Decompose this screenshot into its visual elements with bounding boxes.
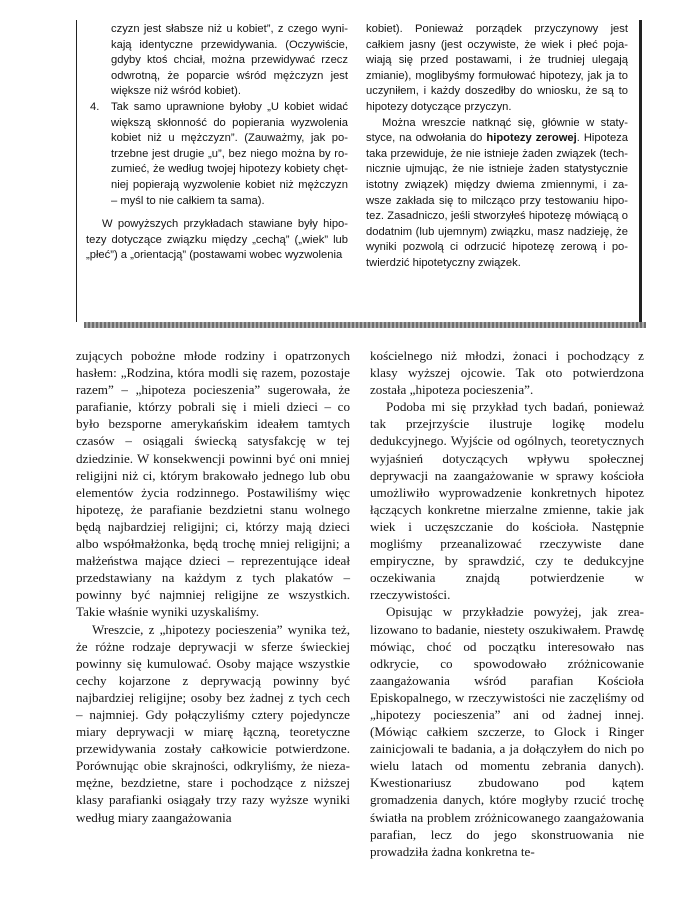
body-left-column	[76, 347, 350, 826]
list-item-4-number: 4.	[90, 100, 100, 113]
body-left-paragraph-2: Wreszcie, z „hipotezy pocieszenia” wynika też, że różne rodzaje deprywacji w sferze świeckiej powinny się kumulować. Osoby mające wszystkie cechy kojarzone z deprywacją powinny być najbardziej religijne; osoby bez żadnej z tych cech – najmniej. Gdy połączyliśmy cztery pojedyncze miary deprywacji w miarę łączną, teoretyczne przewidywania zostały całkowicie potwierdzone. Porównując obie skrajności, odkryliśmy, że niezamężne, bezdzietne, stare i pochodzące z niższej klasy parafianki osiągały trzy razy wyższe wyniki według miary zaangażowania	[76, 621, 350, 825]
body-right-paragraph-1: kościelnego niż młodzi, żonaci i pochodzący z klasy wyższej ojcowie. Tak oto potwierdzona została „hipoteza pocieszenia”.	[370, 348, 644, 398]
list-item-continued	[86, 22, 348, 100]
box-right-paragraph-1: kobiet). Ponieważ porządek przyczynowy jest całkiem jasny (jest oczywiste, że wiek i płeć pojawiają się przed postawami, i że trudniej ulegają zmianie), moglibyśmy formułować hipotezy, jak ja to uczyniłem, i każdy doszedłby do wniosku, że są to hipotezy dotyczące przyczyn.	[366, 23, 628, 113]
box-paragraph: W powyższych przykładach stawiane były hipotezy dotyczące związku między „cechą” („wiek” lub „płeć”) a „orientacją” (postawami wobec wyzwolenia	[86, 218, 348, 262]
box-left-column	[86, 22, 348, 264]
list-item-3-text: czyzn jest słabsze niż u kobiet”, z czego wynikają identyczne przewidywania. (Oczywiście, gdyby ktoś chciał, można przewidywać rzecz odwrotną, że poparcie wśród mężczyzn jest większe niż wśród kobiet).	[111, 23, 348, 98]
list-item-4-text: Tak samo uprawnione byłoby „U kobiet widać większą skłonność do popierania wyzwolenia kobiet niż u mężczyzn”. (Zauważmy, jak potrzebne jest drugie „u”, bez niego można by rozumieć, że według twojej hipotezy kobiety chętniej popierają wyzwolenie kobiet niż mężczyzn – myśl to nie całkiem ta sama).	[111, 100, 348, 207]
body-right-paragraph-2: Podoba mi się przykład tych badań, ponieważ tak przejrzyście ilustruje logikę modelu dedukcyjnego. Wyjście od ogólnych, teoretycznych wyjaśnień dotyczących wpływu społecznej deprywacji na zaangażowanie w sprawy kościoła umożliwiło wyprowadzenie konkretnych hipotez łączących konkretne mierzalne zmienne, takie jak wiek i uczęszczanie do kościoła. Następnie mogliśmy przeanalizować rzeczywiste dane empiryczne, by sprawdzić, czy te dedukcyjne oczekiwania znajdą potwierdzenie w rzeczywistości.	[370, 399, 644, 603]
null-hypothesis-intro: Można wreszcie natknąć się, głównie w statystyce, na odwołania do	[366, 116, 628, 145]
null-hypothesis-term: hipotezy zerowej	[486, 132, 577, 145]
box-shadow-rule	[84, 322, 646, 328]
box-right-paragraph-2	[366, 116, 628, 272]
box-right-column	[366, 22, 628, 272]
body-right-column	[370, 347, 644, 860]
null-hypothesis-text: . Hipoteza taka przewiduje, że nie istnieje żaden związek (technicznie ujmując, że nie istnieje żaden statystycznie istotny związek) między dwiema zmiennymi, i zawsze zakłada się to milcząco przy testowaniu hipotez. Zasadniczo, jeśli stworzyłeś hipotezę mówiącą o dodatnim (lub ujemnym) związku, masz nadzieję, że wyniki pozwolą ci odrzucić hipotezę zerową i potwierdzić hipotetyczny związek.	[366, 132, 628, 269]
body-left-paragraph-1: zujących pobożne młode rodziny i opatrzonych hasłem: „Rodzina, która modli się razem, pozostaje razem” – „hipoteza pocieszenia” sugerowała, że parafianie, którzy pobrali się i mieli dzieci – co było bezsporne amerykańskim ideałem tamtych czasów – osiągali świecką satysfakcję w tej dziedzinie. W konsekwencji powinni być oni mniej religijni niż ci, którym brakowało jednego lub obu elementów życia rodzinnego. Postawiliśmy więc hipotezę, że parafianie bezdzietni stanu wolnego będą najbardziej religijni; ci, którzy mają dzieci albo współmałżonka, będą trochę mniej religijni; a małżeństwa mające dzieci – reprezentujące ideał przedstawiany na każdym z tych plakatów – powinny być najmniej religijne ze wszystkich. Takie właśnie wyniki uzyskaliśmy.	[76, 348, 350, 620]
list-item-4	[86, 100, 348, 209]
body-right-paragraph-3: Opisując w przykładzie powyżej, jak zrealizowano to badanie, niestety oszukiwałem. Prawdę mówiąc, choć od początku interesowało nas odkrycie, co spowodowało zróżnicowanie zaangażowania wśród parafian Kościoła Episkopalnego, w rzeczywistości nie zaczęliśmy od „hipotezy pocieszenia” ani od żadnej innej. (Mówiąc całkiem szczerze, to Glock i Ringer zainicjowali te badania, a ja dołączyłem do nich po wielu latach od momentu zebrania danych). Kwestionariusz zbudowano pod kątem gromadzenia danych, które mogłyby rzucić trochę światła na problem zróżnicowanego zaangażowania parafian, lecz do jego skonstruowania nie prowadziła żadna konkretna te-	[370, 604, 644, 859]
